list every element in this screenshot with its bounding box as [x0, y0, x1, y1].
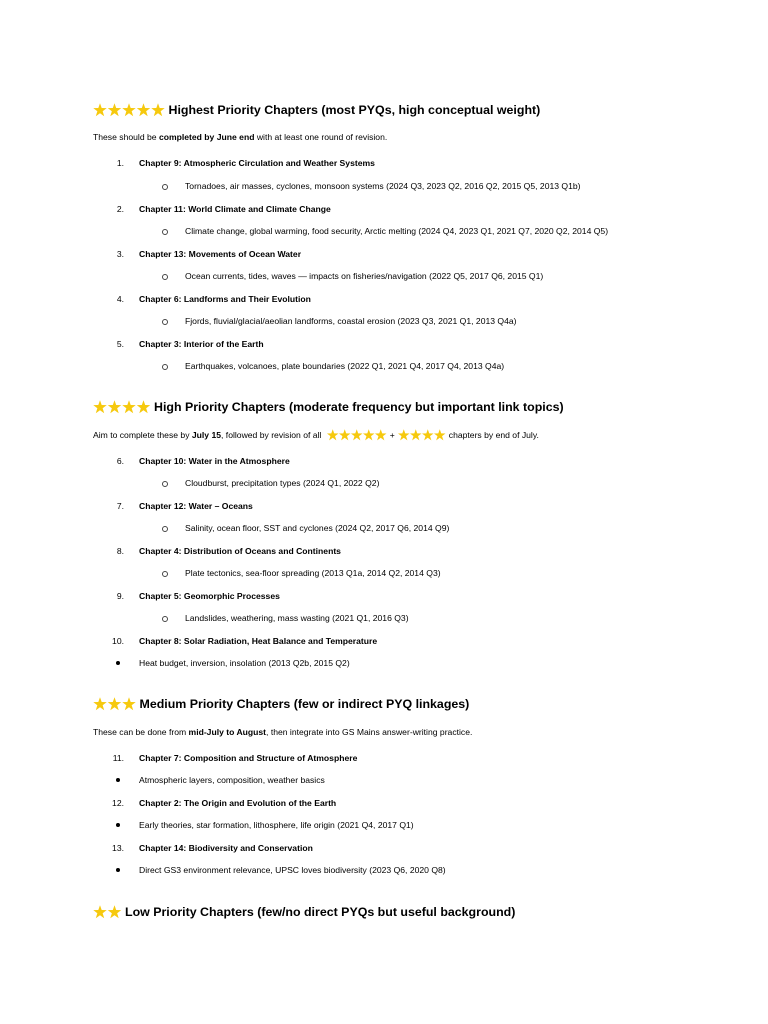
- list-number: 12.: [112, 798, 124, 808]
- circle-bullet-icon: [162, 526, 168, 532]
- list-number: 2.: [116, 204, 124, 214]
- list-number: 6.: [116, 456, 124, 466]
- section-intro: These can be done from mid-July to August , then integrate into GS Mains answer-writing practice.: [93, 727, 473, 737]
- chapter-title: Chapter 10: Water in the Atmosphere: [139, 456, 290, 466]
- chapter-title: Chapter 14: Biodiversity and Conservation: [139, 843, 313, 853]
- chapter-title: Chapter 9: Atmospheric Circulation and Weather Systems: [139, 158, 375, 168]
- list-number: 8.: [116, 546, 124, 556]
- disc-bullet-icon: [116, 661, 120, 665]
- section-title: Low Priority Chapters (few/no direct PYQs but useful background): [125, 905, 516, 919]
- list-number: 7.: [116, 501, 124, 511]
- section-intro: These should be completed by June end with at least one round of revision.: [93, 132, 388, 142]
- chapter-detail: Cloudburst, precipitation types (2024 Q1, 2022 Q2): [185, 478, 380, 488]
- chapter-detail: Earthquakes, volcanoes, plate boundaries (2022 Q1, 2021 Q4, 2017 Q4, 2013 Q4a): [185, 361, 505, 371]
- circle-bullet-icon: [162, 616, 168, 622]
- chapter-title: Chapter 5: Geomorphic Processes: [139, 591, 280, 601]
- chapter-title: Chapter 8: Solar Radiation, Heat Balance and Temperature: [139, 636, 378, 646]
- chapter-title: Chapter 13: Movements of Ocean Water: [139, 249, 302, 259]
- list-number: 3.: [116, 249, 124, 259]
- list-number: 5.: [116, 339, 124, 349]
- section-title: High Priority Chapters (moderate frequency but important link topics): [154, 400, 564, 414]
- chapter-detail: Early theories, star formation, lithosphere, life origin (2021 Q4, 2017 Q1): [139, 820, 414, 830]
- chapter-detail: Heat budget, inversion, insolation (2013 Q2b, 2015 Q2): [139, 658, 350, 668]
- chapter-title: Chapter 4: Distribution of Oceans and Continents: [139, 546, 341, 556]
- five-star-rating-icon: [327, 429, 387, 441]
- chapter-detail: Plate tectonics, sea-floor spreading (2013 Q1a, 2014 Q2, 2014 Q3): [185, 568, 441, 578]
- four-star-rating-icon: [398, 429, 446, 441]
- list-number: 9.: [116, 591, 124, 601]
- section-title: Medium Priority Chapters (few or indirect PYQ linkages): [139, 697, 470, 711]
- chapter-detail: Atmospheric layers, composition, weather basics: [139, 775, 325, 785]
- list-number: 11.: [112, 753, 124, 763]
- list-number: 4.: [116, 294, 124, 304]
- chapter-detail: Tornadoes, air masses, cyclones, monsoon systems (2024 Q3, 2023 Q2, 2016 Q2, 2015 Q5, 2013 Q1b): [185, 181, 581, 191]
- five-star-rating-icon: [93, 103, 166, 117]
- section-heading-medium: [93, 697, 469, 711]
- circle-bullet-icon: [162, 481, 168, 487]
- circle-bullet-icon: [162, 229, 168, 235]
- circle-bullet-icon: [162, 184, 168, 190]
- three-star-rating-icon: [93, 697, 137, 711]
- chapter-title: Chapter 7: Composition and Structure of Atmosphere: [139, 753, 358, 763]
- disc-bullet-icon: [116, 868, 120, 872]
- circle-bullet-icon: [162, 571, 168, 577]
- section-heading-low: [93, 905, 515, 919]
- circle-bullet-icon: [162, 319, 168, 325]
- chapter-detail: Fjords, fluvial/glacial/aeolian landforms, coastal erosion (2023 Q3, 2021 Q1, 2013 Q4a): [185, 316, 517, 326]
- four-star-rating-icon: [93, 400, 151, 414]
- chapter-title: Chapter 6: Landforms and Their Evolution: [139, 294, 311, 304]
- section-intro: Aim to complete these by July 15 , followed by revision of all + chapters by end of July.: [93, 430, 539, 440]
- circle-bullet-icon: [162, 274, 168, 280]
- list-number: 10.: [112, 636, 124, 646]
- chapter-detail: Landslides, weathering, mass wasting (2021 Q1, 2016 Q3): [185, 613, 409, 623]
- chapter-detail: Direct GS3 environment relevance, UPSC loves biodiversity (2023 Q6, 2020 Q8): [139, 865, 446, 875]
- circle-bullet-icon: [162, 364, 168, 370]
- chapter-title: Chapter 12: Water – Oceans: [139, 501, 253, 511]
- section-title: Highest Priority Chapters (most PYQs, high conceptual weight): [168, 103, 541, 117]
- list-number: 1.: [116, 158, 124, 168]
- disc-bullet-icon: [116, 778, 120, 782]
- disc-bullet-icon: [116, 823, 120, 827]
- section-heading-highest: [93, 103, 540, 117]
- chapter-detail: Salinity, ocean floor, SST and cyclones (2024 Q2, 2017 Q6, 2014 Q9): [185, 523, 450, 533]
- section-heading-high: [93, 400, 564, 414]
- chapter-detail: Climate change, global warming, food security, Arctic melting (2024 Q4, 2023 Q1, 2021 Q7, 2020 Q2, 2014 Q5): [185, 226, 609, 236]
- chapter-title: Chapter 3: Interior of the Earth: [139, 339, 264, 349]
- chapter-title: Chapter 2: The Origin and Evolution of the Earth: [139, 798, 337, 808]
- two-star-rating-icon: [93, 905, 122, 919]
- chapter-detail: Ocean currents, tides, waves — impacts on fisheries/navigation (2022 Q5, 2017 Q6, 2015 Q1): [185, 271, 544, 281]
- list-number: 13.: [112, 843, 124, 853]
- chapter-title: Chapter 11: World Climate and Climate Change: [139, 204, 331, 214]
